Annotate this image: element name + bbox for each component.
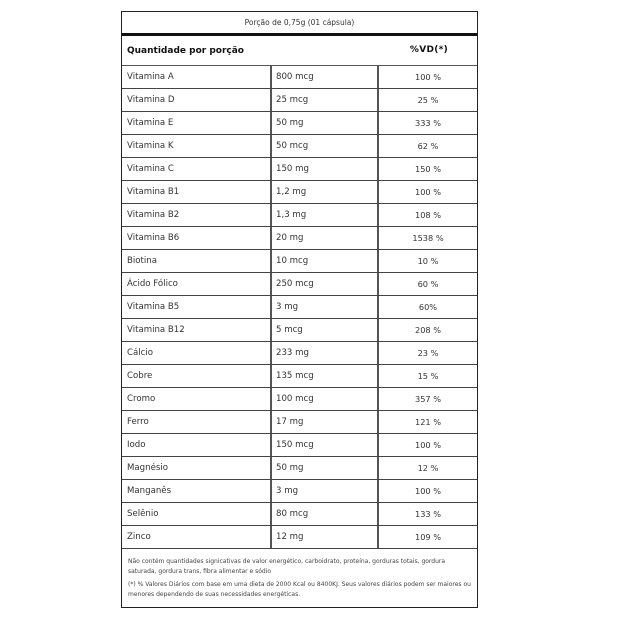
nutrient-amount: 800 mcg — [272, 66, 379, 88]
table-row — [122, 273, 477, 296]
table-row — [122, 158, 477, 181]
nutrient-amount: 1,2 mg — [272, 181, 379, 203]
nutrient-amount: 5 mcg — [272, 319, 379, 341]
nutrient-name: Vitamina C — [122, 158, 272, 180]
nutrient-name: Vitamina B6 — [122, 227, 272, 249]
nutrient-daily-value: 62 % — [417, 141, 439, 151]
not-significant-note: Não contém quantidades signicativas de valor energético, carboidrato, proteína, gorduras totais, gordura saturada, gordura trans, fibra alimentar e sódio — [128, 558, 446, 575]
nutrient-name: Cálcio — [122, 342, 272, 364]
nutrient-amount: 100 mcg — [272, 388, 379, 410]
table-row — [122, 342, 477, 365]
table-row — [122, 89, 477, 112]
table-row — [122, 319, 477, 342]
nutrient-amount: 50 mg — [272, 112, 379, 134]
nutrient-daily-value: 15 % — [417, 371, 439, 381]
nutrient-daily-value: 100 % — [414, 486, 441, 496]
nutrient-daily-value: 60 % — [417, 279, 439, 289]
table-header — [122, 36, 477, 66]
nutrient-name: Cobre — [122, 365, 272, 387]
table-row — [122, 526, 477, 549]
nutrient-name: Iodo — [122, 434, 272, 456]
nutrient-daily-value: 23 % — [417, 348, 439, 358]
nutrient-name: Biotina — [122, 250, 272, 272]
nutrient-name: Vitamina B2 — [122, 204, 272, 226]
nutrient-daily-value: 100 % — [414, 440, 441, 450]
nutrient-amount: 3 mg — [272, 296, 379, 318]
nutrient-amount: 17 mg — [272, 411, 379, 433]
nutrient-amount: 10 mcg — [272, 250, 379, 272]
nutrient-name: Vitamina B1 — [122, 181, 272, 203]
table-row — [122, 296, 477, 319]
table-row — [122, 365, 477, 388]
table-row — [122, 112, 477, 135]
table-row — [122, 434, 477, 457]
nutrient-daily-value: 208 % — [414, 325, 441, 335]
daily-value-header: %VD(*) — [409, 45, 449, 55]
nutrient-daily-value: 100 % — [414, 72, 441, 82]
nutrient-amount: 50 mcg — [272, 135, 379, 157]
table-row — [122, 66, 477, 89]
nutrient-name: Zinco — [122, 526, 272, 548]
nutrient-amount: 80 mcg — [272, 503, 379, 525]
nutrient-amount: 250 mcg — [272, 273, 379, 295]
nutrient-amount: 20 mg — [272, 227, 379, 249]
nutrient-daily-value: 25 % — [417, 95, 439, 105]
nutrient-name: Ácido Fólico — [122, 273, 272, 295]
nutrient-name: Vitamina D — [122, 89, 272, 111]
serving-size: Porção de 0,75g (01 cápsula) — [122, 12, 477, 36]
nutrient-daily-value: 10 % — [417, 256, 439, 266]
table-row — [122, 181, 477, 204]
nutrient-daily-value: 109 % — [414, 532, 441, 542]
nutrient-name: Selênio — [122, 503, 272, 525]
nutrient-daily-value: 357 % — [414, 394, 441, 404]
nutrient-daily-value: 121 % — [414, 417, 441, 427]
nutrient-amount: 25 mcg — [272, 89, 379, 111]
nutrient-name: Cromo — [122, 388, 272, 410]
nutrient-amount: 150 mcg — [272, 434, 379, 456]
nutrient-amount: 233 mg — [272, 342, 379, 364]
nutrient-daily-value: 333 % — [414, 118, 441, 128]
nutrient-daily-value: 60% — [418, 302, 438, 312]
nutrient-amount: 150 mg — [272, 158, 379, 180]
nutrient-name: Vitamina B12 — [122, 319, 272, 341]
daily-value-footnote: (*) % Valores Diários com base em uma dieta de 2000 Kcal ou 8400KJ. Seus valores diários podem ser maiores ou menores dependendo de suas necessidades energéticas. — [128, 581, 471, 598]
nutrient-name: Vitamina B5 — [122, 296, 272, 318]
nutrient-daily-value: 108 % — [414, 210, 441, 220]
nutrient-daily-value: 133 % — [414, 509, 441, 519]
nutrient-name: Manganês — [122, 480, 272, 502]
nutrition-facts-table — [121, 11, 478, 608]
nutrient-daily-value: 100 % — [414, 187, 441, 197]
nutrient-amount: 12 mg — [272, 526, 379, 548]
table-row — [122, 204, 477, 227]
table-row — [122, 388, 477, 411]
nutrient-amount: 50 mg — [272, 457, 379, 479]
nutrient-name: Vitamina E — [122, 112, 272, 134]
nutrient-amount: 3 mg — [272, 480, 379, 502]
nutrient-name: Ferro — [122, 411, 272, 433]
nutrient-rows — [122, 66, 477, 549]
nutrient-amount: 1,3 mg — [272, 204, 379, 226]
nutrient-name: Magnésio — [122, 457, 272, 479]
nutrient-daily-value: 150 % — [414, 164, 441, 174]
table-row — [122, 250, 477, 273]
nutrient-daily-value: 12 % — [417, 463, 439, 473]
nutrient-name: Vitamina A — [122, 66, 272, 88]
table-row — [122, 411, 477, 434]
table-row — [122, 480, 477, 503]
table-row — [122, 227, 477, 250]
quantity-header: Quantidade por porção — [127, 45, 244, 56]
footnotes — [122, 549, 477, 599]
table-row — [122, 135, 477, 158]
table-row — [122, 457, 477, 480]
table-row — [122, 503, 477, 526]
nutrient-name: Vitamina K — [122, 135, 272, 157]
nutrient-daily-value: 1538 % — [412, 233, 444, 243]
nutrient-amount: 135 mcg — [272, 365, 379, 387]
